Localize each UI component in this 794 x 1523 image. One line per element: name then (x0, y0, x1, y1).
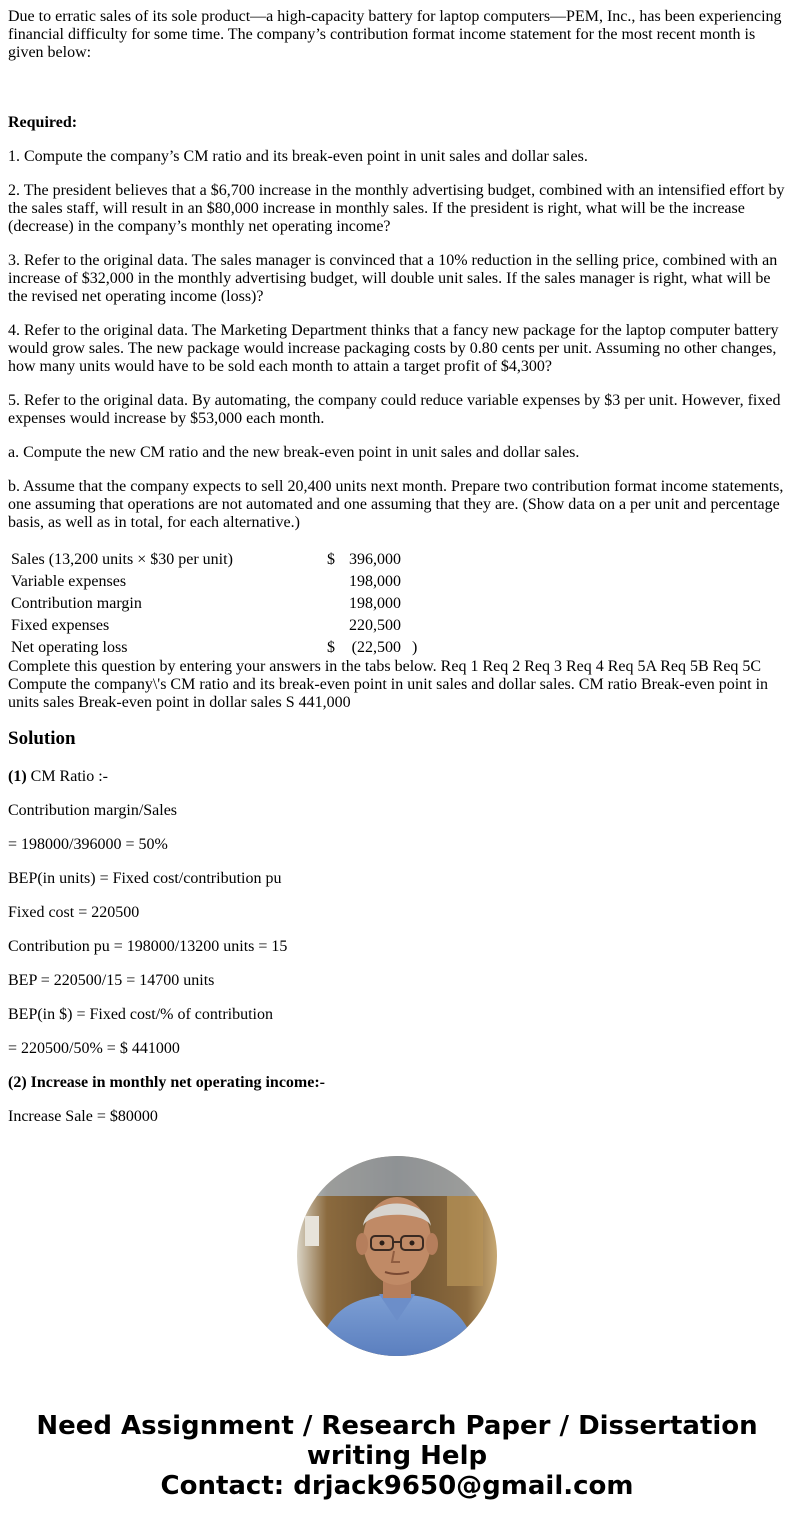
row-label: Variable expenses (11, 573, 127, 590)
promo-contact: Contact: drjack9650@gmail.com (160, 1471, 634, 1501)
question-tabs-text: Complete this question by entering your answers in the tabs below. Req 1 Req 2 Req 3 Req 4 Req 5A Req 5B Req 5C Compute the company\'s CM ratio and its break-even point in unit sales and dollar sales. CM ratio Break-even point in units sales Break-even point in dollar sales S 441,000 (8, 658, 769, 711)
solution-line: Contribution pu = 198000/13200 units = 15 (8, 938, 288, 955)
part-number: (1) (8, 768, 27, 785)
table-row (10, 616, 431, 636)
row-value: 198,000 (349, 573, 401, 590)
income-statement-table (8, 548, 433, 660)
currency-symbol (326, 594, 346, 614)
closing-paren (404, 550, 431, 570)
row-value: (22,500 (351, 639, 401, 656)
table-row (10, 550, 431, 570)
promo-line: writing Help (306, 1441, 488, 1471)
closing-paren (404, 616, 431, 636)
solution-line: BEP = 220500/15 = 14700 units (8, 972, 215, 989)
solution-line: = 198000/396000 = 50% (8, 836, 168, 853)
solution-heading: Solution (8, 728, 76, 749)
row-label: Sales (13,200 units × $30 per unit) (11, 551, 233, 568)
part-title: (2) Increase in monthly net operating income:- (8, 1074, 325, 1091)
solution-line: Fixed cost = 220500 (8, 904, 140, 921)
closing-paren: ) (412, 639, 418, 656)
requirement-5b: b. Assume that the company expects to sell 20,400 units next month. Prepare two contribution format income statements, one assuming that operations are not automated and one assuming that they are. (Show data on a per unit and percentage basis, as well as in total, for each alternative.) (8, 478, 784, 531)
currency-symbol (326, 616, 346, 636)
requirement-5a: a. Compute the new CM ratio and the new break-even point in unit sales and dollar sales. (8, 444, 580, 461)
row-label: Contribution margin (11, 595, 142, 612)
currency-symbol: $ (327, 639, 335, 656)
requirement-2: 2. The president believes that a $6,700 increase in the monthly advertising budget, combined with an intensified effort by the sales staff, will result in an $80,000 increase in monthly sales. If the president is right, what will be the increase (decrease) in the company’s monthly net operating income? (8, 182, 785, 235)
author-photo-container (8, 1156, 786, 1361)
requirement-1: 1. Compute the company’s CM ratio and its break-even point in unit sales and dollar sales. (8, 148, 588, 165)
table-row (10, 638, 431, 658)
requirement-5: 5. Refer to the original data. By automating, the company could reduce variable expenses by $3 per unit. However, fixed expenses would increase by $53,000 each month. (8, 392, 781, 427)
row-value: 396,000 (349, 551, 401, 568)
closing-paren (404, 594, 431, 614)
table-row (10, 594, 431, 614)
part-title: CM Ratio :- (26, 768, 108, 785)
closing-paren (404, 572, 431, 592)
currency-symbol (326, 572, 346, 592)
required-heading: Required: (8, 114, 78, 131)
solution-line: BEP(in $) = Fixed cost/% of contribution (8, 1006, 273, 1023)
solution-line: BEP(in units) = Fixed cost/contribution pu (8, 870, 282, 887)
solution-line: Increase Sale = $80000 (8, 1108, 158, 1125)
promo-banner (0, 1411, 794, 1501)
problem-intro: Due to erratic sales of its sole product—a high-capacity battery for laptop computers—PEM, Inc., has been experiencing financial difficulty for some time. The company’s contribution format income statement for the most recent month is given below: (8, 8, 782, 61)
author-photo (297, 1156, 497, 1356)
requirement-3: 3. Refer to the original data. The sales manager is convinced that a 10% reduction in the selling price, combined with an increase of $32,000 in the monthly advertising budget, will double unit sales. If the sales manager is right, what will be the revised net operating income (loss)? (8, 252, 778, 305)
table-row (10, 572, 431, 592)
row-value: 198,000 (349, 595, 401, 612)
row-label: Fixed expenses (11, 617, 110, 634)
portrait-image (297, 1156, 497, 1356)
solution-line: Contribution margin/Sales (8, 802, 178, 819)
currency-symbol: $ (327, 551, 335, 568)
solution-part2-title (8, 1074, 786, 1092)
requirement-4: 4. Refer to the original data. The Marketing Department thinks that a fancy new package for the laptop computer battery would grow sales. The new package would increase packaging costs by 0.80 cents per unit. Assuming no other changes, how many units would have to be sold each month to attain a target profit of $4,300? (8, 322, 779, 375)
row-value: 220,500 (349, 617, 401, 634)
solution-part1-title (8, 768, 786, 786)
row-label: Net operating loss (11, 639, 128, 656)
promo-line: Need Assignment / Research Paper / Dissertation (36, 1411, 758, 1441)
solution-line: = 220500/50% = $ 441000 (8, 1040, 180, 1057)
